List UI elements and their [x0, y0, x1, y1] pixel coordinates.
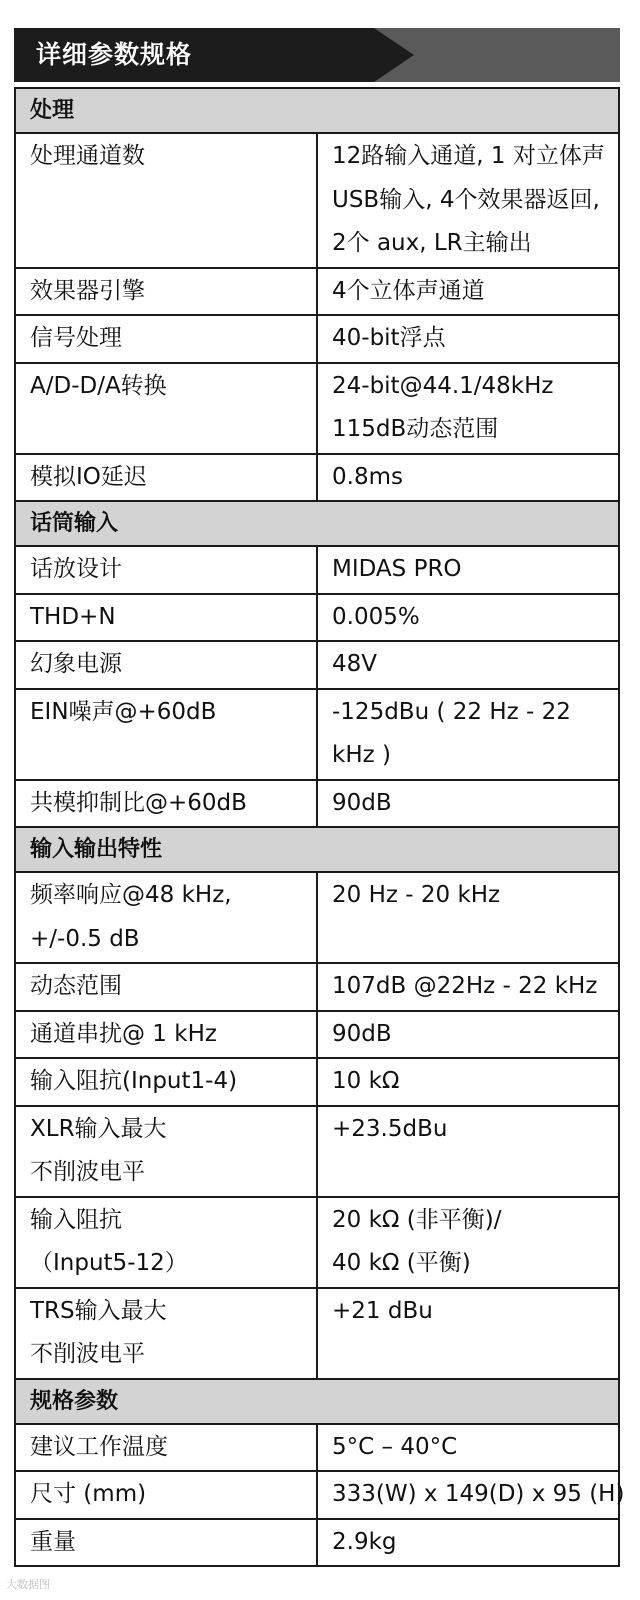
table-row	[15, 1424, 619, 1472]
spec-value-line: 2.9kg	[332, 1528, 397, 1555]
spec-value	[317, 1424, 619, 1472]
spec-value-line: MIDAS PRO	[332, 556, 462, 582]
spec-key	[15, 1424, 317, 1472]
table-row	[15, 1197, 619, 1288]
spec-key-line: 通道串扰@ 1 kHz	[30, 1020, 217, 1047]
spec-value-line: 5°C – 40°C	[332, 1433, 458, 1460]
spec-value	[317, 363, 619, 454]
spec-value-line: -125dBu ( 22 Hz - 22	[332, 698, 571, 725]
section-title: 话筒输入	[15, 501, 619, 546]
spec-key	[15, 1197, 317, 1288]
spec-value-line: kHz )	[332, 742, 391, 768]
spec-value	[317, 689, 619, 780]
spec-key-line: 尺寸 (mm)	[30, 1481, 147, 1507]
spec-value-line: USB输入, 4个效果器返回,	[332, 186, 600, 213]
spec-value-line: 20 kΩ (非平衡)/	[332, 1206, 502, 1233]
table-row	[15, 641, 619, 689]
spec-key-line: EIN噪声@+60dB	[30, 698, 217, 725]
spec-key-line: 输入阻抗	[30, 1206, 122, 1233]
spec-key-line: （Input5-12）	[30, 1250, 188, 1276]
spec-value-line: 20 Hz - 20 kHz	[332, 882, 501, 908]
section-banner	[14, 28, 620, 82]
spec-value	[317, 546, 619, 594]
table-row	[15, 1011, 619, 1059]
table-row	[15, 133, 619, 268]
spec-value-line: 90dB	[332, 789, 392, 816]
spec-key	[15, 454, 317, 502]
spec-key-line: 建议工作温度	[30, 1433, 168, 1460]
spec-value	[317, 594, 619, 642]
spec-key-line: 共模抑制比@+60dB	[30, 789, 247, 816]
spec-value-line: 12路输入通道, 1 对立体声	[332, 143, 605, 169]
spec-value	[317, 454, 619, 502]
table-row	[15, 594, 619, 642]
table-row	[15, 454, 619, 502]
spec-key	[15, 641, 317, 689]
spec-value	[317, 1197, 619, 1288]
spec-key	[15, 1288, 317, 1379]
spec-key-line: 输入阻抗(Input1-4)	[30, 1068, 238, 1094]
table-row	[15, 268, 619, 316]
spec-key-line: 效果器引擎	[30, 277, 145, 304]
section-header-row	[15, 1379, 619, 1424]
table-row	[15, 1471, 619, 1519]
table-row	[15, 1058, 619, 1106]
spec-key-line: 幻象电源	[30, 651, 122, 677]
spec-value	[317, 1058, 619, 1106]
page-title: 详细参数规格	[36, 40, 193, 69]
section-title: 规格参数	[15, 1379, 619, 1424]
section-title: 处理	[15, 88, 619, 133]
table-row	[15, 689, 619, 780]
spec-table	[14, 87, 625, 1567]
spec-value-line: 90dB	[332, 1020, 392, 1047]
section-header-row	[15, 827, 619, 872]
spec-key	[15, 1106, 317, 1197]
table-row	[15, 780, 619, 828]
table-row	[15, 546, 619, 594]
spec-key-line: 不削波电平	[30, 1341, 145, 1367]
spec-value	[317, 1106, 619, 1197]
spec-value	[317, 1011, 619, 1059]
spec-value-line: 0.8ms	[332, 463, 403, 490]
spec-value-line: 40 kΩ (平衡)	[332, 1250, 471, 1276]
table-row	[15, 1519, 619, 1567]
section-header-row	[15, 88, 619, 133]
spec-value	[317, 1519, 619, 1567]
spec-value	[317, 780, 619, 828]
spec-value	[317, 268, 619, 316]
spec-value	[317, 315, 619, 363]
spec-value-line: 115dB动态范围	[332, 416, 499, 442]
spec-value-line: 48V	[332, 651, 378, 677]
table-row	[15, 963, 619, 1011]
spec-key	[15, 963, 317, 1011]
spec-key-line: 模拟IO延迟	[30, 463, 147, 490]
spec-key	[15, 780, 317, 828]
spec-value-line: 2个 aux, LR主输出	[332, 230, 532, 256]
spec-value-line: 4个立体声通道	[332, 277, 485, 304]
table-row	[15, 315, 619, 363]
spec-key	[15, 1011, 317, 1059]
spec-key-line: TRS输入最大	[30, 1297, 167, 1324]
spec-key-line: 信号处理	[30, 325, 122, 351]
spec-value-line: 107dB @22Hz - 22 kHz	[332, 973, 598, 999]
spec-key-line: XLR输入最大	[30, 1115, 167, 1142]
watermark: 大数据图	[6, 1578, 50, 1591]
spec-value-line: 40-bit浮点	[332, 325, 446, 351]
spec-key	[15, 1471, 317, 1519]
spec-value	[317, 133, 619, 268]
spec-key-line: 话放设计	[30, 556, 122, 582]
spec-key	[15, 315, 317, 363]
spec-key	[15, 546, 317, 594]
spec-key-line: A/D-D/A转换	[30, 372, 167, 399]
spec-key	[15, 363, 317, 454]
table-row	[15, 872, 619, 963]
spec-key	[15, 594, 317, 642]
spec-value	[317, 641, 619, 689]
spec-value-line: 333(W) x 149(D) x 95 (H)	[332, 1481, 625, 1507]
spec-key	[15, 689, 317, 780]
spec-key	[15, 268, 317, 316]
spec-key-line: 动态范围	[30, 973, 122, 999]
spec-value	[317, 872, 619, 963]
spec-key-line: 重量	[30, 1528, 76, 1555]
spec-key	[15, 133, 317, 268]
spec-value-line: 0.005%	[332, 603, 420, 630]
table-row	[15, 363, 619, 454]
section-title: 输入输出特性	[15, 827, 619, 872]
spec-key	[15, 1058, 317, 1106]
spec-table-body	[15, 88, 625, 1566]
spec-key-line: THD+N	[30, 603, 116, 630]
spec-key-line: 不削波电平	[30, 1159, 145, 1185]
spec-value	[317, 1471, 625, 1519]
spec-value-line: 24-bit@44.1/48kHz	[332, 372, 554, 399]
spec-value	[317, 1288, 619, 1379]
spec-value-line: +21 dBu	[332, 1297, 433, 1324]
spec-key-line: +/-0.5 dB	[30, 925, 140, 952]
table-row	[15, 1106, 619, 1197]
spec-key-line: 处理通道数	[30, 143, 145, 169]
section-header-row	[15, 501, 619, 546]
spec-key	[15, 872, 317, 963]
table-row	[15, 1288, 619, 1379]
spec-value	[317, 963, 619, 1011]
spec-key-line: 频率响应@48 kHz,	[30, 882, 232, 908]
spec-value-line: 10 kΩ	[332, 1068, 400, 1094]
spec-value-line: +23.5dBu	[332, 1115, 448, 1142]
spec-key	[15, 1519, 317, 1567]
